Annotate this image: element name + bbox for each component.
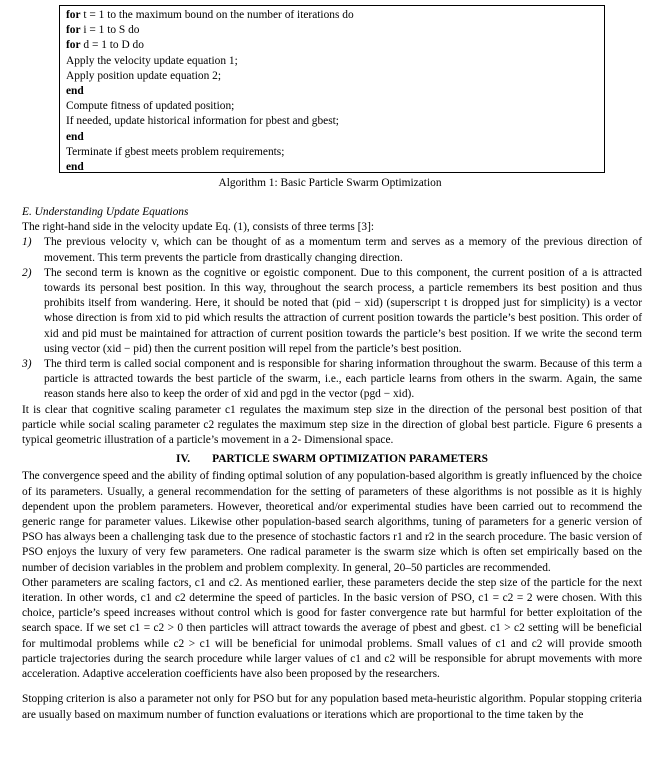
algorithm-line: Apply position update equation 2; bbox=[66, 69, 222, 82]
body-text bbox=[22, 205, 642, 723]
paragraph: Stopping criterion is also a parameter not only for PSO but for any population based meta-heuristic algorithm. Popular stopping criteria are usually based on maximum number of function evaluations or iterations which are proportional to the time taken by the bbox=[22, 693, 642, 721]
closing-paragraph: It is clear that cognitive scaling parameter c1 regulates the maximum step size in the direction of the personal best position of that particle while social scaling parameter c2 regulates the maximum step size in the direction of global best particle. Figure 6 presents a typical geometric illustration of a particle’s movement in a 2- Dimensional space. bbox=[22, 403, 642, 447]
section-heading bbox=[22, 452, 642, 467]
list-text: The second term is known as the cognitive or egoistic component. Due to this component, the current position of a is attracted towards its personal best position. In this way, throughout the search process, a particle remembers its best position and thus prohibits itself from wandering. Here, it should be noted that (pid − xid) (superscript t is dropped just for simplicity) is a vector whose direction is from xid to pid which results the attraction of current position towards the particle’s best position. This order of xid and pid must be maintained for attraction of current position towards the particle’s best position. If we write the second term using vector (xid − pid) then the current position will repel from the particle’s best position. bbox=[44, 266, 642, 355]
section-number: IV. bbox=[176, 453, 191, 466]
algorithm-line: for t = 1 to the maximum bound on the number of iterations do bbox=[66, 9, 354, 21]
subsection-heading: E. Understanding Update Equations bbox=[22, 206, 189, 218]
intro-paragraph: The right-hand side in the velocity update Eq. (1), consists of three terms [3]: bbox=[22, 221, 375, 234]
paragraph: Other parameters are scaling factors, c1 and c2. As mentioned earlier, these parameters decide the step size of the particle for the next iteration. In other words, c1 and c2 determine the speed of particles. In the basic version of PSO, c1 = c2 = 2 were chosen. With this choice, particle’s speed increases without control which is good for faster convergence rate but harmful for better exploitation of the search space. If we set c1 = c2 > 0 then particles will attract towards the average of pbest and gbest. c1 > c2 setting will be beneficial for multimodal problems while c2 > c1 will be beneficial for unimodal problems. Small values of c1 and c2 will provide smooth particle trajectories during the search procedure while larger values of c1 and c2 will be responsible for abrupt movements with more acceleration. Adaptive acceleration coefficients have also been proposed by the researchers. bbox=[22, 576, 642, 681]
list-number: 1) bbox=[22, 236, 32, 249]
algorithm-line: for d = 1 to D do bbox=[66, 39, 144, 52]
algorithm-line: Apply the velocity update equation 1; bbox=[66, 54, 238, 67]
list-number: 3) bbox=[22, 358, 32, 371]
algorithm-line: for i = 1 to S do bbox=[66, 24, 140, 37]
algorithm-line: Compute fitness of updated position; bbox=[66, 100, 235, 113]
list-number: 2) bbox=[22, 266, 32, 279]
algorithm-line: end bbox=[66, 161, 84, 174]
algorithm-box bbox=[59, 5, 605, 173]
list-text: The previous velocity v, which can be thought of as a momentum term and serves as a memory of the previous direction of movement. This term prevents the particle from drastically changing direction. bbox=[44, 236, 642, 264]
algorithm-caption: Algorithm 1: Basic Particle Swarm Optimization bbox=[218, 177, 442, 189]
paragraph: The convergence speed and the ability of finding optimal solution of any population-based algorithm is greatly influenced by the choice of its parameters. Usually, a general recommendation for the setting of parameters of these algorithms is not possible as it is highly dependent upon the problem parameters. However, theoretical and/or experimental studies have been carried out to recommend the generic range for parameter values. Likewise other population-based search algorithms, tuning of parameters for a generic version of PSO has always been a challenging task due to the presence of stochastic factors r1 and r2 in the search procedure. The basic version of PSO enjoys the luxury of very few parameters. One radical parameter is the swarm size which is often set empirically based on the number of decision variables in the problem and problem complexity. In general, 20–50 particles are recommended. bbox=[22, 470, 642, 574]
list-text: The third term is called social component and is responsible for sharing information throughout the swarm. Because of this term a particle is attracted towards the best particle of the swarm, i.e., each particle learns from others in the swarm. Again, the same reason stands here also to keep the order of xid and pgd in the vector (pgd − xid). bbox=[44, 358, 642, 401]
algorithm-line: Terminate if gbest meets problem requirements; bbox=[66, 145, 285, 158]
list-item bbox=[22, 357, 642, 403]
algorithm-line: end bbox=[66, 85, 84, 98]
algorithm-line: If needed, update historical information for pbest and gbest; bbox=[66, 115, 339, 128]
algorithm-line: end bbox=[66, 130, 84, 143]
list-item bbox=[22, 235, 642, 265]
section-title: PARTICLE SWARM OPTIMIZATION PARAMETERS bbox=[212, 453, 488, 466]
list-item bbox=[22, 266, 642, 357]
